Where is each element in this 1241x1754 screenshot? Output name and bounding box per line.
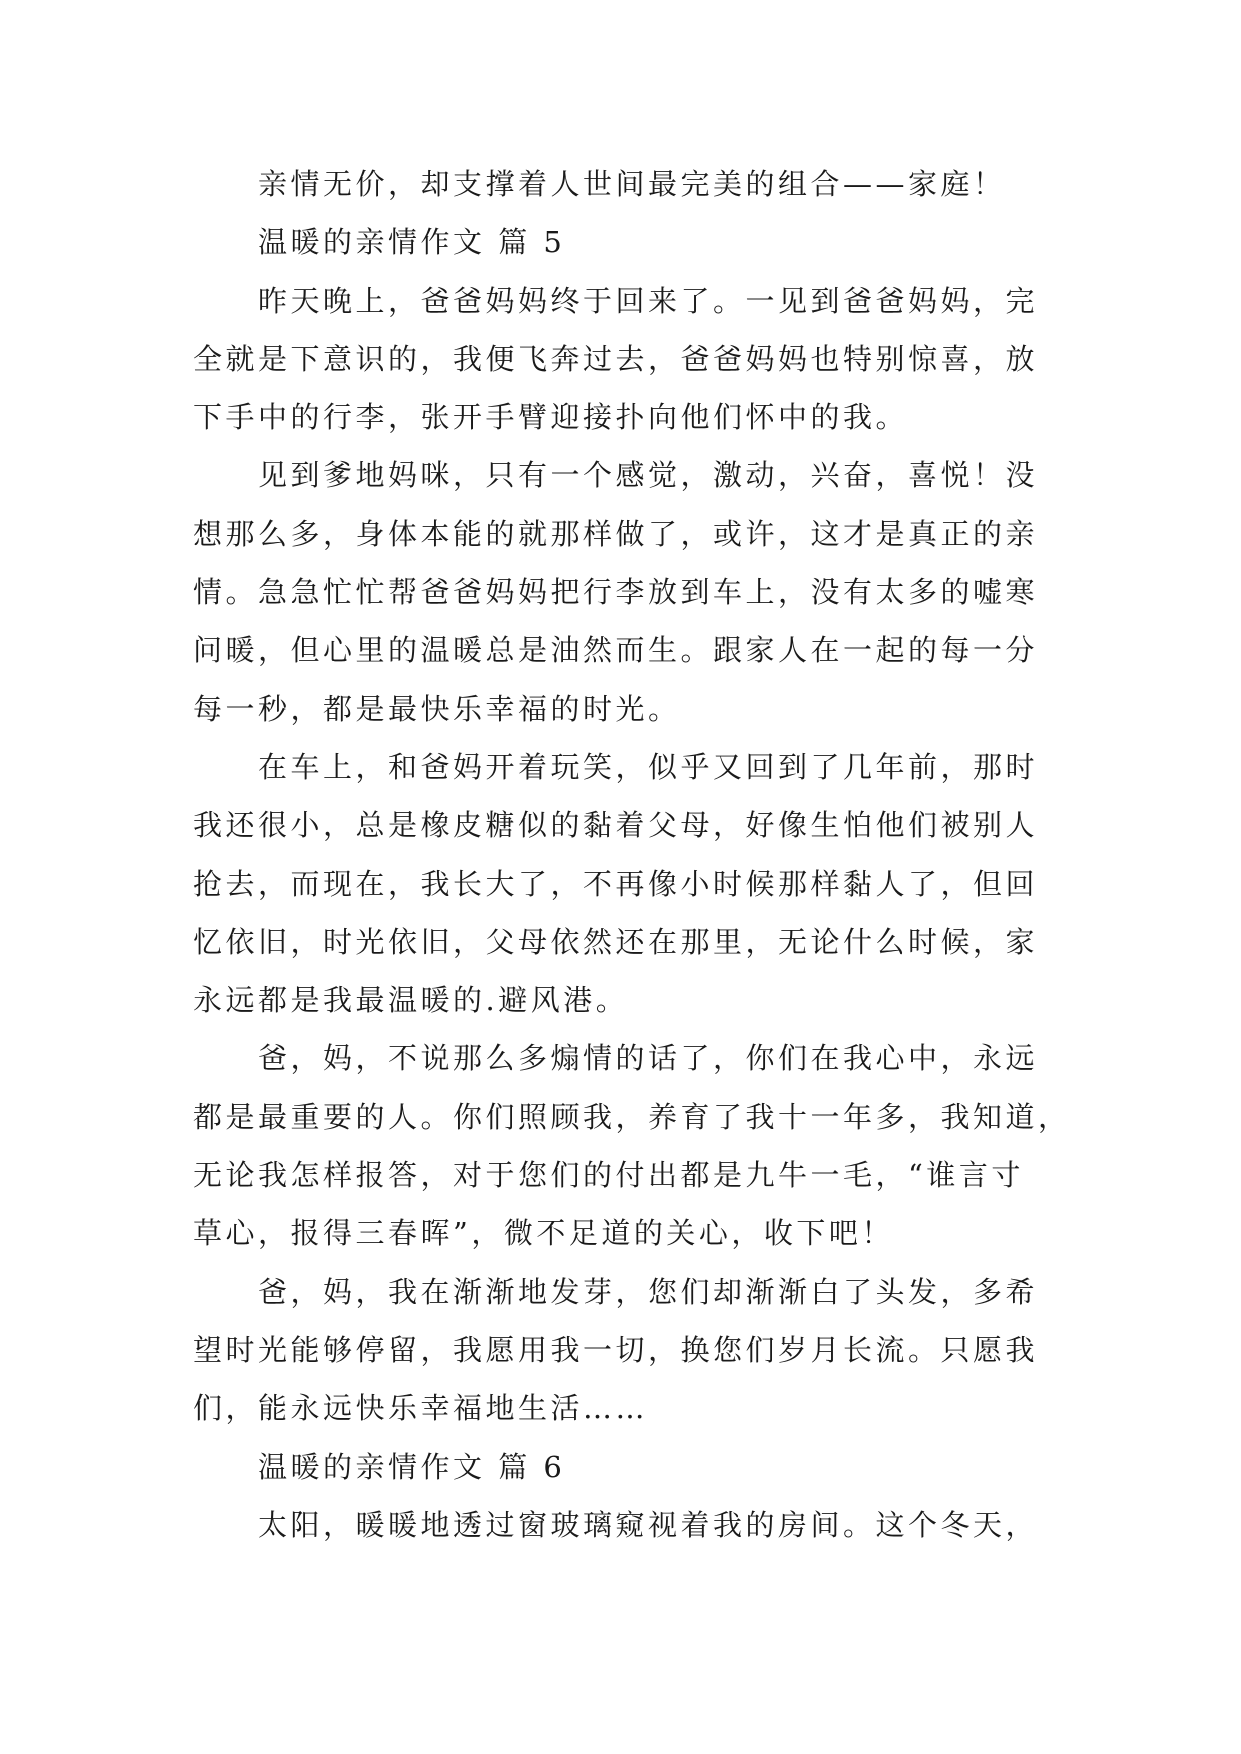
paragraph-line: 们，能永远快乐幸福地生活…… <box>193 1391 649 1426</box>
paragraph-line: 都是最重要的人。你们照顾我，养育了我十一年多，我知道， <box>193 1099 1071 1134</box>
paragraph-line: 抢去，而现在，我长大了，不再像小时候那样黏人了，但回 <box>193 866 1039 901</box>
section-heading: 温暖的亲情作文 篇 6 <box>258 1449 566 1484</box>
paragraph-line: 昨天晚上，爸爸妈妈终于回来了。一见到爸爸妈妈，完 <box>258 283 1039 318</box>
paragraph-line: 无论我怎样报答，对于您们的付出都是九牛一毛，“谁言寸 <box>193 1158 1024 1193</box>
paragraph-line: 每一秒，都是最快乐幸福的时光。 <box>193 691 681 726</box>
paragraph-line: 亲情无价，却支撑着人世间最完美的组合——家庭！ <box>258 167 1006 201</box>
paragraph-line: 太阳，暖暖地透过窗玻璃窥视着我的房间。这个冬天， <box>258 1507 1039 1542</box>
paragraph-line: 忆依旧，时光依旧，父母依然还在那里，无论什么时候，家 <box>193 924 1039 959</box>
paragraph-line: 爸，妈，不说那么多煽情的话了，你们在我心中，永远 <box>258 1041 1039 1076</box>
paragraph-line: 我还很小，总是橡皮糖似的黏着父母，好像生怕他们被别人 <box>193 808 1039 843</box>
document-body <box>193 155 1071 1554</box>
paragraph-line: 情。急急忙忙帮爸爸妈妈把行李放到车上，没有太多的嘘寒 <box>193 575 1039 610</box>
paragraph-line: 永远都是我最温暖的.避风港。 <box>193 983 629 1018</box>
paragraph-line: 全就是下意识的，我便飞奔过去，爸爸妈妈也特别惊喜，放 <box>193 341 1039 376</box>
section-heading: 温暖的亲情作文 篇 5 <box>258 225 566 260</box>
paragraph-line: 问暖，但心里的温暖总是油然而生。跟家人在一起的每一分 <box>193 633 1039 668</box>
paragraph-line: 想那么多，身体本能的就那样做了，或许，这才是真正的亲 <box>193 516 1039 551</box>
paragraph-line: 爸，妈，我在渐渐地发芽，您们却渐渐白了头发，多希 <box>258 1274 1039 1309</box>
paragraph-line: 草心，报得三春晖”，微不足道的关心，收下吧！ <box>193 1216 894 1251</box>
paragraph-line: 在车上，和爸妈开着玩笑，似乎又回到了几年前，那时 <box>258 749 1039 784</box>
paragraph-line: 望时光能够停留，我愿用我一切，换您们岁月长流。只愿我 <box>193 1332 1039 1367</box>
paragraph-line: 见到爹地妈咪，只有一个感觉，激动，兴奋，喜悦！没 <box>258 458 1039 493</box>
paragraph-line: 下手中的行李，张开手臂迎接扑向他们怀中的我。 <box>193 400 909 435</box>
